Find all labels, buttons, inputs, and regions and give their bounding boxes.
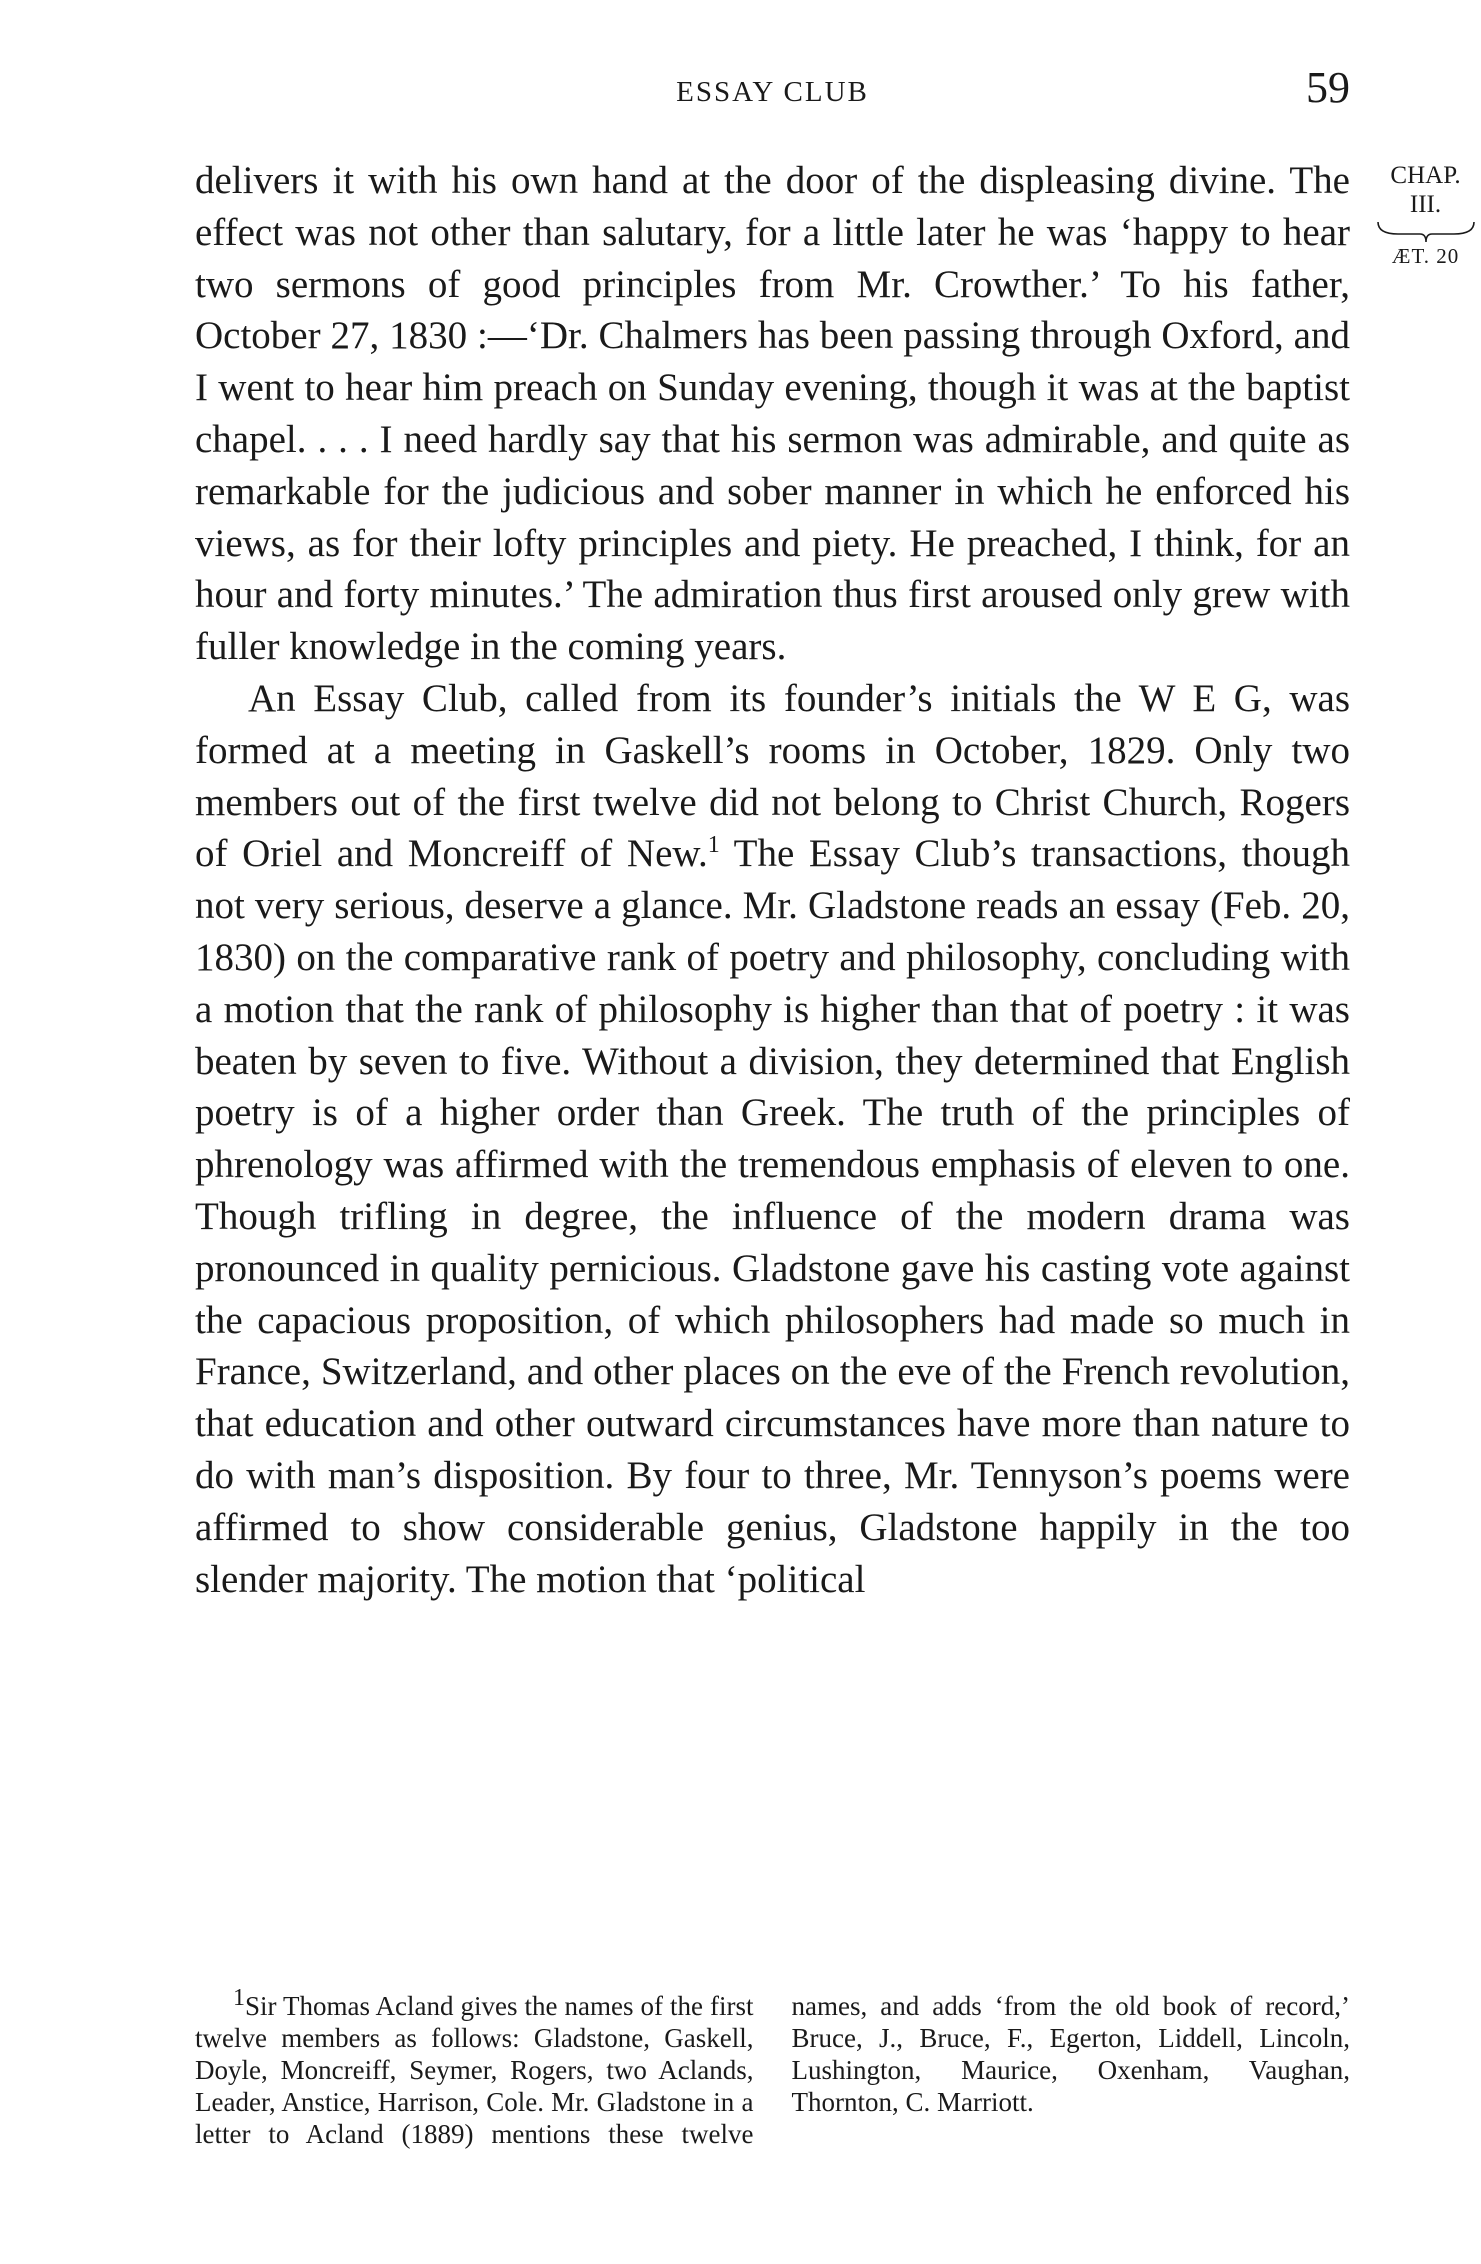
margin-chapter-label: CHAP. [1390, 162, 1461, 189]
running-head [195, 62, 1350, 122]
margin-brace-icon [1376, 220, 1476, 244]
body-text [195, 155, 1350, 1605]
footnotes [195, 1985, 1350, 2150]
footnote-marker: 1 [233, 1985, 245, 2011]
footnote-text: Sir Thomas Acland gives the names of the first twelve members as follows: Gladstone, Gaskell, Doyle, Moncreiff, Seymer, Rogers, two Aclands, Leader, Anstice, Harrison, Cole. Mr. Gladstone in a letter to Acland (1889) mentions these twelve names, and adds ‘from the old book of record,’ Bruce, J., Bruce, F., Egerton, Liddell, Lincoln, Lushington, Maurice, Oxenham, Vaughan, Thornton, C. Marriott. [195, 1991, 1350, 2149]
margin-note [1370, 162, 1481, 268]
paragraph-2-text-after-ref: The Essay Club’s transactions, though not very serious, deserve a glance. Mr. Gladstone reads an essay (Feb. 20, 1830) on the comparative rank of poetry and philosophy, concluding with a motion that the rank of philosophy is higher than that of poetry : it was beaten by seven to five. Without a division, they determined that English poetry is of a higher order than Greek. The truth of the principles of phrenology was affirmed with the tremendous emphasis of eleven to one. Though trifling in degree, the influence of the modern drama was pronounced in quality pernicious. Gladstone gave his casting vote against the capacious proposition, of which philosophers had made so much in France, Switzerland, and other places on the eve of the French revolution, that education and other outward circumstances have more than nature to do with man’s disposition. By four to three, Mr. Tennyson’s poems were affirmed to show considerable genius, Gladstone happily in the too slender majority. The motion that ‘political [195, 832, 1350, 1601]
paragraph-1: delivers it with his own hand at the door of the displeasing divine. The effect was not other than salutary, for a little later he was ‘happy to hear two sermons of good principles from Mr. Crowther.’ To his father, October 27, 1830 :—‘Dr. Chalmers has been passing through Oxford, and I went to hear him preach on Sunday evening, though it was at the baptist chapel. . . . I need hardly say that his sermon was admirable, and quite as remarkable for the judicious and sober manner in which he enforced his views, as for their lofty principles and piety. He preached, I think, for an hour and forty minutes.’ The admiration thus first aroused only grew with fuller knowledge in the coming years. [195, 159, 1350, 669]
paragraph-2 [195, 673, 1350, 1605]
margin-chapter-number: III. [1409, 190, 1442, 218]
paragraph-2-text-before-ref: An Essay Club, called from its founder’s initials the W E G, was formed at a meeting in Gaskell’s rooms in October, 1829. Only two members out of the first twelve did not belong to Christ Church, Rogers of Oriel and Moncreiff of New. [195, 676, 1350, 876]
page-number: 59 [1306, 63, 1350, 112]
running-title: ESSAY CLUB [676, 76, 869, 108]
footnote-reference[interactable]: 1 [707, 832, 720, 859]
margin-age: ÆT. 20 [1391, 243, 1460, 268]
footnote-1 [195, 1985, 1350, 2150]
